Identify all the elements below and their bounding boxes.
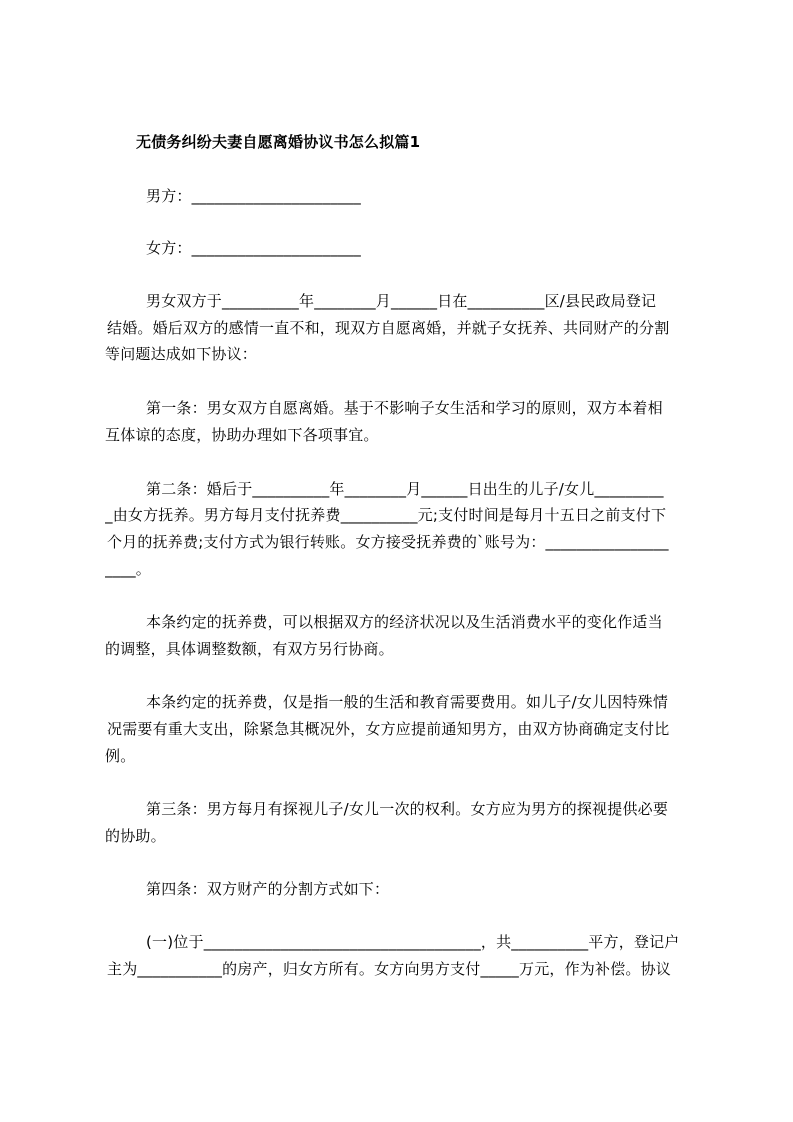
article-two-line: _由女方抚养。男方每月支付抚养费__________元;支付时间是每月十五日之前支付下: [105, 506, 667, 524]
male-party-line: 男方：______________________: [146, 187, 362, 205]
article-four-line: 第四条：双方财产的分割方式如下：: [146, 880, 390, 898]
support-scope-line: 况需要有重大支出，除紧急其概况外，女方应提前通知男方，由双方协商确定支付比: [107, 720, 670, 738]
intro-paragraph-line: 结婚。婚后双方的感情一直不和，现双方自愿离婚，并就子女抚养、共同财产的分割: [107, 319, 670, 337]
document-title: 无债务纠纷夫妻自愿离婚协议书怎么拟篇1: [136, 133, 421, 151]
article-one-line: 第一条：男女双方自愿离婚。基于不影响子女生活和学习的原则，双方本着相: [146, 399, 663, 417]
female-party-line: 女方：______________________: [146, 239, 362, 257]
property-item-line: (一)位于____________________________________，共__________平方，登记户: [146, 933, 680, 951]
article-three-line: 第三条：男方每月有探视儿子/女儿一次的权利。女方应为男方的探视提供必要: [146, 800, 669, 818]
intro-paragraph-line: 等问题达成如下协议：: [105, 345, 258, 363]
article-two-line: 第二条：婚后于__________年________月______日出生的儿子/女儿_________: [146, 480, 664, 498]
article-two-line: ____。: [105, 560, 152, 578]
intro-paragraph-line: 男女双方于__________年________月______日在__________区/县民政局登记: [146, 292, 657, 310]
support-adjust-line: 本条约定的抚养费，可以根据双方的经济状况以及生活消费水平的变化作适当: [146, 613, 663, 631]
article-one-line: 互体谅的态度，协助办理如下各项事宜。: [105, 426, 379, 444]
article-three-line: 的协助。: [105, 827, 166, 845]
support-scope-line: 例。: [105, 747, 136, 765]
property-item-line: 主为___________的房产，归女方所有。女方向男方支付_____万元，作为补偿。协议: [107, 960, 672, 978]
article-two-line: 个月的抚养费;支付方式为银行转账。女方接受抚养费的`账号为：________________: [107, 533, 669, 551]
support-adjust-line: 的调整，具体调整数额，有双方另行协商。: [105, 640, 394, 658]
support-scope-line: 本条约定的抚养费，仅是指一般的生活和教育需要费用。如儿子/女儿因特殊情: [146, 693, 669, 711]
